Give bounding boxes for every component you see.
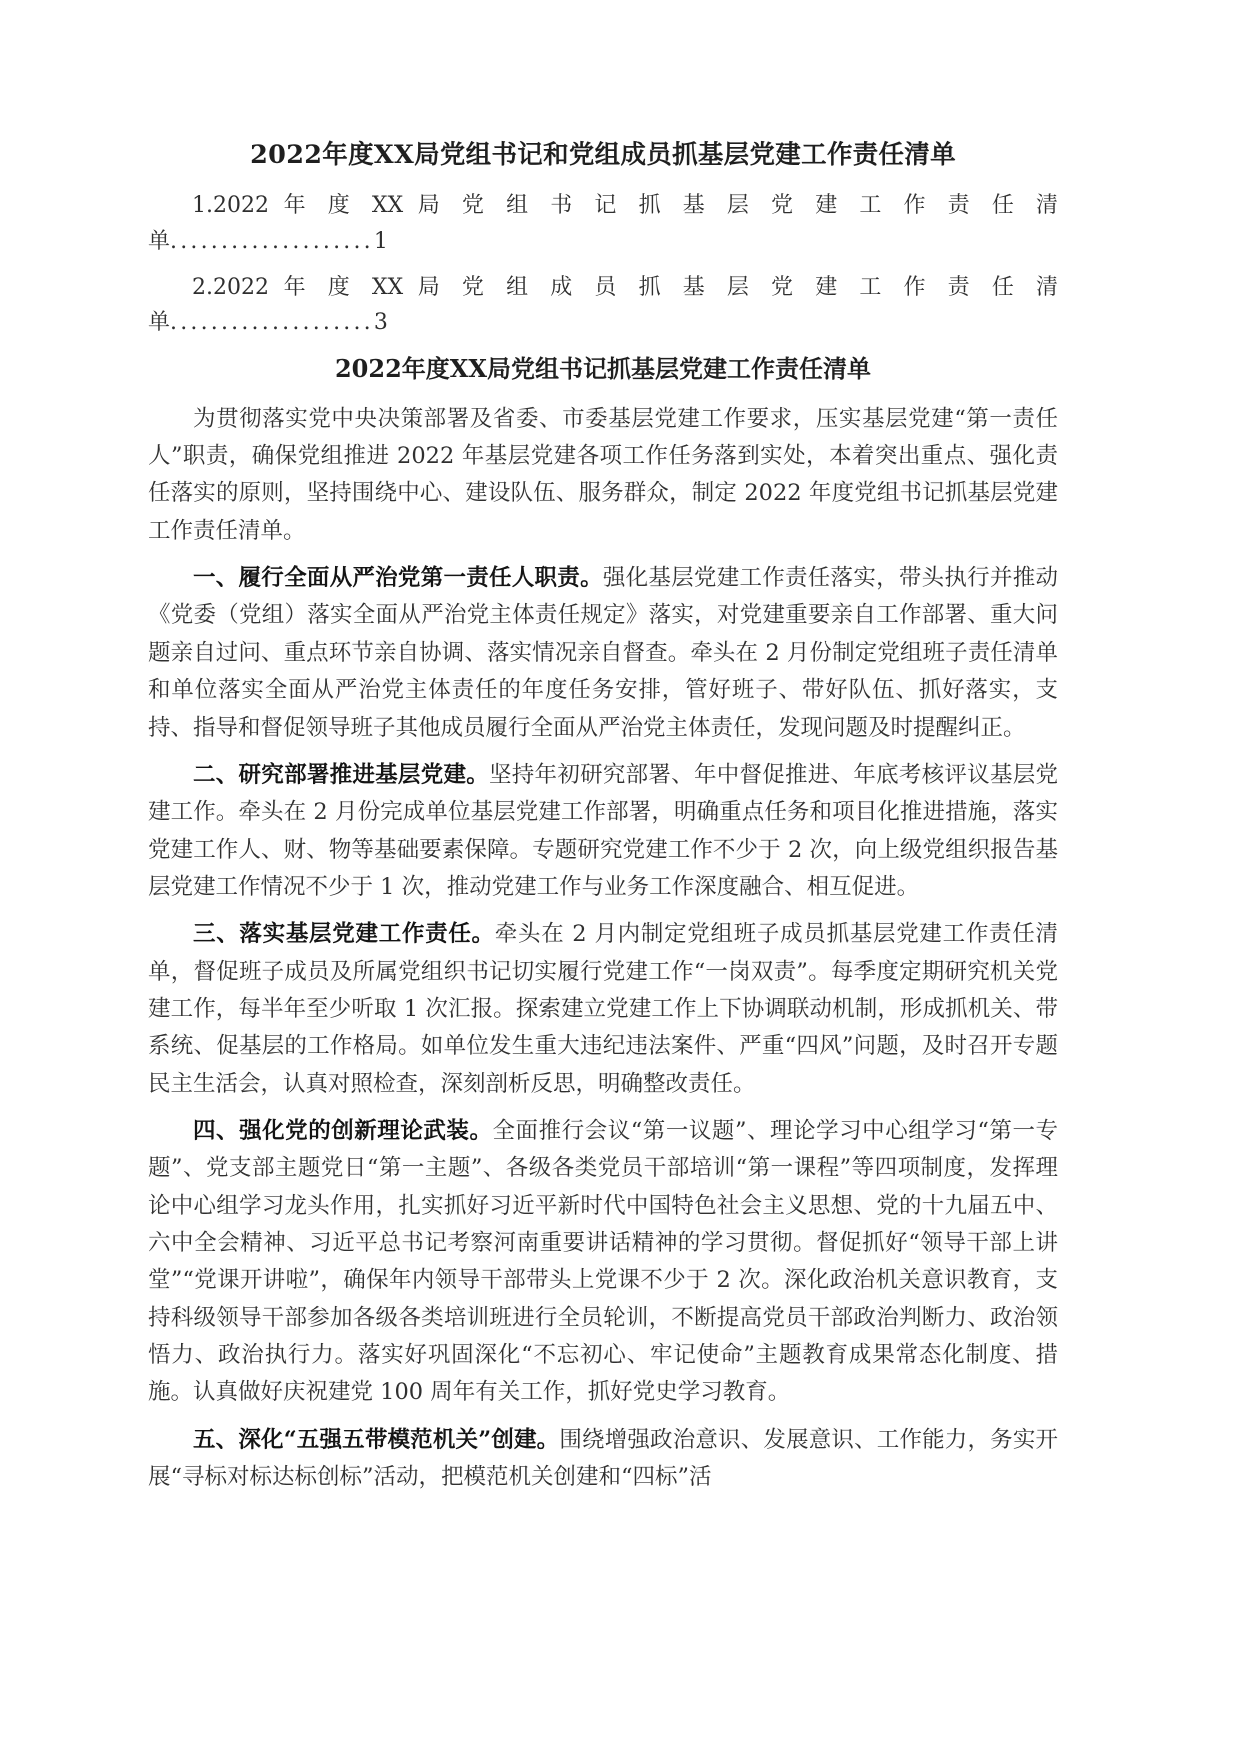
paragraph-section-five [148,1422,1058,1497]
paragraph-body: 强化基层党建工作责任落实，带头执行并推动《党委（党组）落实全面从严治党主体责任规定》落实，对党建重要亲自工作部署、重大问题亲自过问、重点环节亲自协调、落实情况亲自督查。牵头在 2 月份制定党组班子责任清单和单位落实全面从严治党主体责任的年度任务安排，管好班子、带好队伍、抓好落实，支持、指导和督促领导班子其他成员履行全面从严治党主体责任，发现问题及时提醒纠正。 [148,565,1058,741]
toc-entry-2-page: 3 [373,310,388,336]
toc-entry-1-title: 2022 年 度 XX 局 党 组 书 记 抓 基 层 党 建 工 作 责 任 清 [213,193,1058,219]
toc-entry-1-number: 1. [192,193,213,219]
toc-entry-2-tail [148,305,1058,341]
paragraph-lead: 五、深化“五强五带模范机关”创建。 [193,1426,560,1453]
toc-entry-1-page: 1 [373,228,388,254]
toc-entry-1-wrap: 单 [148,228,171,254]
toc-entry-1-leader: .................... [170,228,374,254]
paragraph-body: 围绕增强政治意识、发展意识、工作能力，务实开展“寻标对标达标创标”活动，把模范机关创建和“四标”活 [148,1426,1058,1491]
toc-entry-2-text [148,270,1058,306]
table-of-contents [148,188,1058,341]
paragraph-section-four [148,1113,1058,1412]
paragraph-lead: 二、研究部署推进基层党建。 [193,761,490,788]
toc-entry-2-number: 2. [192,274,213,300]
paragraph-lead: 一、履行全面从严治党第一责任人职责。 [193,565,603,592]
paragraph-section-one [148,560,1058,747]
paragraph-body: 为贯彻落实党中央决策部署及省委、市委基层党建工作要求，压实基层党建“第一责任人”职责，确保党组推进 2022 年基层党建各项工作任务落到实处，本着突出重点、强化责任落实的原则，坚持围绕中心、建设队伍、服务群众，制定 2022 年度党组书记抓基层党建工作责任清单。 [148,405,1058,544]
paragraph-lead: 三、落实基层党建工作责任。 [193,921,495,948]
page-content [148,136,1058,1506]
paragraph-section-three [148,916,1058,1103]
toc-entry[interactable] [148,188,1058,259]
toc-entry-2-wrap: 单 [148,310,171,336]
toc-entry-2-title: 2022 年 度 XX 局 党 组 成 员 抓 基 层 党 建 工 作 责 任 清 [213,274,1058,300]
toc-entry-2-leader: .................... [170,310,374,336]
section-title: 2022年度XX局党组书记抓基层党建工作责任清单 [334,353,872,383]
paragraph-intro [148,401,1058,550]
paragraph-body: 牵头在 2 月内制定党组班子成员抓基层党建工作责任清单，督促班子成员及所属党组织书记切实履行党建工作“一岗双责”。每季度定期研究机关党建工作，每半年至少听取 1 次汇报。探索建立党建工作上下协调联动机制，形成抓机关、带系统、促基层的工作格局。如单位发生重大违纪违法案件、严重“四风”问题，及时召开专题民主生活会，认真对照检查，深刻剖析反思，明确整改责任。 [148,921,1058,1097]
paragraph-lead: 四、强化党的创新理论武装。 [193,1117,493,1144]
paragraph-body: 全面推行会议“第一议题”、理论学习中心组学习“第一专题”、党支部主题党日“第一主题”、各级各类党员干部培训“第一课程”等四项制度，发挥理论中心组学习龙头作用，扎实抓好习近平新时代中国特色社会主义思想、党的十九届五中、六中全会精神、习近平总书记考察河南重要讲话精神的学习贯彻。督促抓好“领导干部上讲堂”“党课开讲啦”，确保年内领导干部带头上党课不少于 2 次。深化政治机关意识教育，支持科级领导干部参加各级各类培训班进行全员轮训，不断提高党员干部政治判断力、政治领悟力、政治执行力。落实好巩固深化“不忘初心、牢记使命”主题教育成果常态化制度、措施。认真做好庆祝建党 100 周年有关工作，抓好党史学习教育。 [148,1117,1058,1406]
document-title: 2022年度XX局党组书记和党组成员抓基层党建工作责任清单 [250,140,956,170]
toc-entry[interactable] [148,270,1058,341]
toc-entry-1-text [148,188,1058,224]
paragraph-body: 坚持年初研究部署、年中督促推进、年底考核评议基层党建工作。牵头在 2 月份完成单位基层党建工作部署，明确重点任务和项目化推进措施，落实党建工作人、财、物等基础要素保障。专题研究党建工作不少于 2 次，向上级党组织报告基层党建工作情况不少于 1 次，推动党建工作与业务工作深度融合、相互促进。 [148,761,1058,900]
paragraph-section-two [148,757,1058,906]
toc-entry-1-tail [148,224,1058,260]
